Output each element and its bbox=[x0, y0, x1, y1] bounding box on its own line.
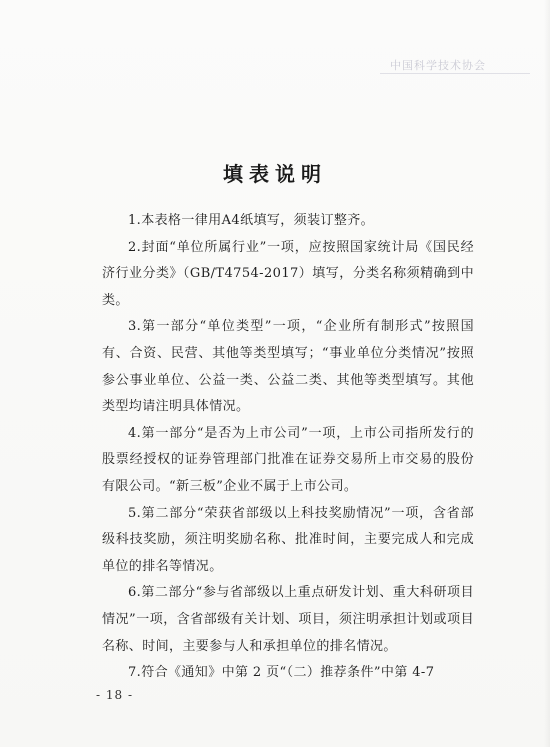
scan-edge-shadow bbox=[544, 0, 550, 747]
instruction-paragraph-1: 1.本表格一律用A4纸填写，须装订整齐。 bbox=[128, 213, 375, 228]
instruction-paragraph-2: 2.封面“单位所属行业”一项，应按照国家统计局《国民经济行业分类》（GB/T4754-2017）填写，分类名称须精确到中类。 bbox=[102, 239, 474, 308]
instructions-body bbox=[102, 208, 474, 687]
page-number: - 18 - bbox=[96, 688, 134, 702]
instruction-paragraph-5: 5.第二部分“荣获省部级以上科技奖励情况”一项，含省部级科技奖励，须注明奖励名称、批准时间，主要完成人和完成单位的排名等情况。 bbox=[102, 505, 474, 574]
instruction-paragraph-3: 3.第一部分“单位类型”一项，“企业所有制形式”按照国有、合资、民营、其他等类型填写；“事业单位分类情况”按照参公事业单位、公益一类、公益二类、其他等类型填写。其他类型均请注明具体情况。 bbox=[102, 319, 474, 415]
page-title: 填表说明 bbox=[223, 162, 327, 186]
bleed-through-header: 中国科学技术协会 bbox=[390, 59, 486, 72]
bleed-through-rule bbox=[380, 73, 530, 74]
instruction-paragraph-7: 7.符合《通知》中第 2 页“（二）推荐条件”中第 4-7 bbox=[128, 665, 435, 681]
instruction-paragraph-6: 6.第二部分“参与省部级以上重点研发计划、重大科研项目情况”一项，含省部级有关计划、项目，须注明承担计划或项目名称、时间，主要参与人和承担单位的排名情况。 bbox=[102, 585, 474, 654]
instruction-paragraph-4: 4.第一部分“是否为上市公司”一项，上市公司指所发行的股票经授权的证券管理部门批准在证券交易所上市交易的股份有限公司。“新三板”企业不属于上市公司。 bbox=[102, 425, 474, 494]
